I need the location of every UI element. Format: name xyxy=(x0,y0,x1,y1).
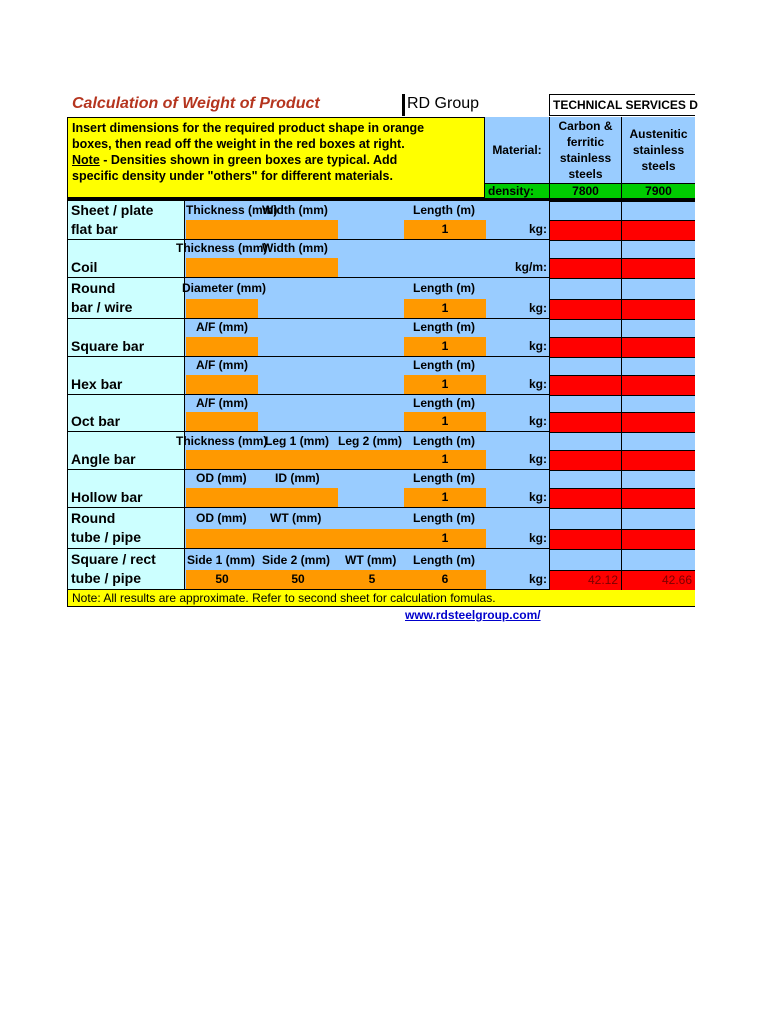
hex-bar-blank-austenitic xyxy=(621,357,695,375)
square-tube-unit: kg: xyxy=(529,572,547,586)
sheet-result-carbon xyxy=(549,220,621,240)
angle-bar-result-austenitic xyxy=(621,450,695,470)
hollow-bar-unit: kg: xyxy=(529,490,547,504)
square-tube-wt-input[interactable]: 5 xyxy=(368,572,376,586)
round-tube-unit: kg: xyxy=(529,531,547,545)
round-tube-length-label: Length (m) xyxy=(413,511,475,525)
square-tube-side1-input[interactable]: 50 xyxy=(215,572,229,586)
hollow-bar-id-label: ID (mm) xyxy=(275,471,320,485)
oct-bar-unit: kg: xyxy=(529,414,547,428)
hex-bar-length-input[interactable]: 1 xyxy=(404,375,486,394)
square-tube-result-carbon: 42.12 xyxy=(549,570,621,590)
square-tube-result-austenitic: 42.66 xyxy=(621,570,695,590)
round-bar-result-carbon xyxy=(549,299,621,319)
square-tube-side2-label: Side 2 (mm) xyxy=(262,553,331,567)
hex-bar-blank-carbon xyxy=(549,357,621,375)
round-bar-diameter-input[interactable] xyxy=(186,299,258,318)
square-bar-af-input[interactable] xyxy=(186,337,258,356)
hex-bar-unit: kg: xyxy=(529,377,547,391)
coil-result-carbon xyxy=(549,258,621,278)
oct-bar-result-carbon xyxy=(549,412,621,432)
shape-square-bar: Square bar xyxy=(67,319,185,357)
instructions-box xyxy=(67,117,485,198)
angle-bar-result-carbon xyxy=(549,450,621,470)
shape-sheet-line2: flat bar xyxy=(71,221,118,237)
square-tube-wt-label: WT (mm) xyxy=(345,553,397,567)
oct-bar-af-input[interactable] xyxy=(186,412,258,431)
coil-thickness-input[interactable] xyxy=(186,258,258,277)
sheet-result-austenitic xyxy=(621,220,695,240)
sheet-unit: kg: xyxy=(529,222,547,236)
hollow-bar-blank-austenitic xyxy=(621,470,695,488)
hex-bar-af-input[interactable] xyxy=(186,375,258,394)
oct-bar-blank-carbon xyxy=(549,395,621,412)
oct-bar-length-input[interactable]: 1 xyxy=(404,412,486,431)
angle-bar-leg1-label: Leg 1 (mm) xyxy=(265,434,330,448)
shape-round-tube xyxy=(67,508,185,549)
round-tube-od-label: OD (mm) xyxy=(196,511,247,525)
angle-bar-length-label: Length (m) xyxy=(413,434,475,448)
instruction-line-1: Insert dimensions for the required product shape in orange xyxy=(72,121,425,135)
hollow-bar-blank-carbon xyxy=(549,470,621,488)
sheet-blank-austenitic xyxy=(621,201,695,220)
coil-result-austenitic xyxy=(621,258,695,278)
coil-unit: kg/m: xyxy=(514,260,547,274)
instruction-line-3 xyxy=(72,152,484,168)
coil-thickness-label: Thickness (mm) xyxy=(176,241,268,255)
sheet-blank-carbon xyxy=(549,201,621,220)
square-tube-side2-input[interactable]: 50 xyxy=(291,572,305,586)
material-austenitic-header: Austenitic stainless steels xyxy=(621,117,695,183)
hollow-bar-length-input[interactable]: 1 xyxy=(404,488,486,507)
round-tube-length-input[interactable]: 1 xyxy=(441,531,449,545)
round-bar-unit: kg: xyxy=(529,301,547,315)
square-bar-length-label: Length (m) xyxy=(413,320,475,334)
square-bar-blank-carbon xyxy=(549,319,621,337)
angle-bar-blank-carbon xyxy=(549,432,621,450)
shape-hex-bar: Hex bar xyxy=(67,357,185,395)
hollow-bar-result-carbon xyxy=(549,488,621,508)
square-tube-blank-carbon xyxy=(549,549,621,570)
shape-round-bar-line2: bar / wire xyxy=(71,299,133,315)
shape-coil: Coil xyxy=(67,240,185,278)
material-label: Material: xyxy=(485,117,549,183)
hex-bar-result-austenitic xyxy=(621,375,695,395)
sheet-width-input[interactable] xyxy=(258,220,338,239)
hollow-bar-result-austenitic xyxy=(621,488,695,508)
round-bar-blank-carbon xyxy=(549,278,621,299)
square-tube-blank-austenitic xyxy=(621,549,695,570)
round-tube-blank-carbon xyxy=(549,508,621,529)
oct-bar-length-label: Length (m) xyxy=(413,396,475,410)
square-bar-length-input[interactable]: 1 xyxy=(404,337,486,356)
angle-bar-length-input[interactable]: 1 xyxy=(441,452,449,466)
coil-width-input[interactable] xyxy=(258,258,338,277)
shape-round-tube-line2: tube / pipe xyxy=(71,529,141,545)
technical-services-label: TECHNICAL SERVICES D xyxy=(549,94,695,116)
shape-sheet-line1: Sheet / plate xyxy=(71,202,154,218)
coil-width-label: Width (mm) xyxy=(262,241,328,255)
material-carbon-header: Carbon & ferritic stainless steels xyxy=(549,117,621,183)
note-word: Note xyxy=(72,153,100,167)
hollow-bar-od-label: OD (mm) xyxy=(196,471,247,485)
round-tube-wt-label: WT (mm) xyxy=(270,511,322,525)
group-name: RD Group xyxy=(407,95,480,112)
sheet-thickness-input[interactable] xyxy=(186,220,258,239)
hex-bar-length-label: Length (m) xyxy=(413,358,475,372)
round-tube-blank-austenitic xyxy=(621,508,695,529)
square-bar-unit: kg: xyxy=(529,339,547,353)
angle-bar-unit: kg: xyxy=(529,452,547,466)
instruction-line-3-rest: - Densities shown in green boxes are typical. Add xyxy=(99,153,398,167)
shape-round-tube-line1: Round xyxy=(71,510,116,526)
hex-bar-result-carbon xyxy=(549,375,621,395)
sheet-thickness-label: Thickness (mm) xyxy=(186,203,278,217)
page-title: Calculation of Weight of Product xyxy=(72,95,320,112)
angle-bar-blank-austenitic xyxy=(621,432,695,450)
round-bar-length-input[interactable]: 1 xyxy=(404,299,486,318)
shape-square-tube xyxy=(67,549,185,590)
hollow-bar-length-label: Length (m) xyxy=(413,471,475,485)
square-tube-length-label: Length (m) xyxy=(413,553,475,567)
shape-round-bar xyxy=(67,278,185,319)
website-link[interactable]: www.rdsteelgroup.com/ xyxy=(405,608,541,622)
round-bar-diameter-label: Diameter (mm) xyxy=(181,281,266,295)
square-tube-length-input[interactable]: 6 xyxy=(441,572,449,586)
square-bar-result-carbon xyxy=(549,337,621,357)
shape-round-bar-line1: Round xyxy=(71,280,116,296)
oct-bar-blank-austenitic xyxy=(621,395,695,412)
sheet-length-input[interactable]: 1 xyxy=(404,220,486,239)
angle-bar-leg2-label: Leg 2 (mm) xyxy=(338,434,403,448)
round-bar-length-label: Length (m) xyxy=(413,281,475,295)
oct-bar-af-label: A/F (mm) xyxy=(196,396,248,410)
angle-bar-thickness-label: Thickness (mm) xyxy=(176,434,268,448)
density-carbon[interactable]: 7800 xyxy=(549,183,621,198)
hollow-bar-dimension-inputs[interactable] xyxy=(186,488,338,507)
round-tube-result-austenitic xyxy=(621,529,695,549)
round-bar-result-austenitic xyxy=(621,299,695,319)
shape-angle-bar: Angle bar xyxy=(67,432,185,470)
density-austenitic[interactable]: 7900 xyxy=(621,183,695,198)
round-bar-blank-austenitic xyxy=(621,278,695,299)
coil-blank-austenitic xyxy=(621,240,695,258)
footnote: Note: All results are approximate. Refer to second sheet for calculation fomulas. xyxy=(67,590,695,607)
square-tube-side1-label: Side 1 (mm) xyxy=(187,553,256,567)
coil-blank-carbon xyxy=(549,240,621,258)
square-bar-blank-austenitic xyxy=(621,319,695,337)
shape-sheet xyxy=(67,201,185,240)
oct-bar-result-austenitic xyxy=(621,412,695,432)
instruction-line-4: specific density under "others" for different materials. xyxy=(72,169,393,183)
shape-square-tube-line2: tube / pipe xyxy=(71,570,141,586)
shape-hollow-bar: Hollow bar xyxy=(67,470,185,508)
sheet-length-label: Length (m) xyxy=(413,203,475,217)
shape-oct-bar: Oct bar xyxy=(67,395,185,432)
hex-bar-af-label: A/F (mm) xyxy=(196,358,248,372)
round-tube-result-carbon xyxy=(549,529,621,549)
square-bar-result-austenitic xyxy=(621,337,695,357)
group-divider xyxy=(402,94,405,116)
square-bar-af-label: A/F (mm) xyxy=(196,320,248,334)
sheet-width-label: Width (mm) xyxy=(262,203,328,217)
density-label: density: xyxy=(485,183,549,198)
instruction-line-2: boxes, then read off the weight in the red boxes at right. xyxy=(72,137,405,151)
shape-square-tube-line1: Square / rect xyxy=(71,551,156,567)
